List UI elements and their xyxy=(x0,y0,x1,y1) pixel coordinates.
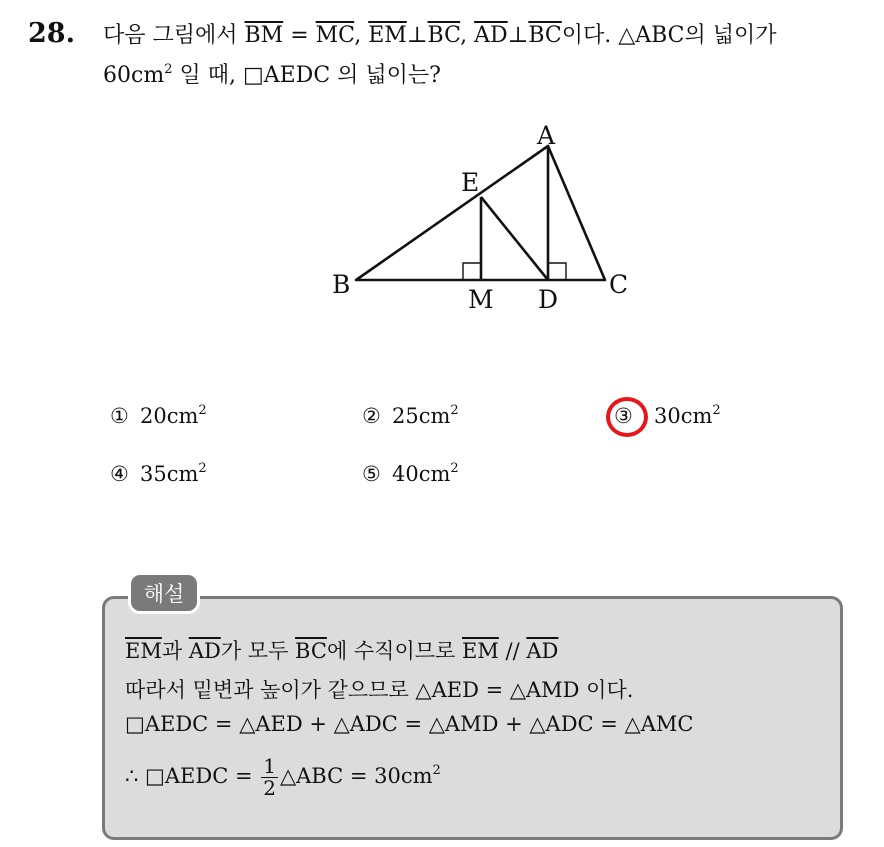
question-text: 다음 그림에서 xyxy=(103,23,245,48)
question-number: 28. xyxy=(28,18,75,49)
choice-1[interactable] xyxy=(110,404,207,428)
parallel-symbol: // xyxy=(498,639,527,663)
segment-ad: $\overline{AD}$ xyxy=(474,23,508,48)
right-angle-mark-d xyxy=(548,263,566,280)
segment-bc: $\overline{BC}$ xyxy=(427,23,461,48)
choice-number: ① xyxy=(110,404,129,428)
label-b: B xyxy=(332,270,351,299)
segment-ed-line xyxy=(481,197,548,280)
comma: , xyxy=(460,23,475,48)
exponent: 2 xyxy=(198,403,207,418)
perp-symbol: ⊥ xyxy=(406,23,428,48)
segment-bm: $\overline{BM}$ xyxy=(244,23,284,48)
choice-number: ② xyxy=(362,404,381,428)
triangle-figure xyxy=(320,118,640,318)
answer-circle-mark xyxy=(606,397,648,437)
solution-text: △ABC = 30cm xyxy=(279,764,433,788)
label-e: E xyxy=(461,168,480,197)
segment-bc: $\overline{BC}$ xyxy=(528,23,562,48)
label-m: M xyxy=(468,285,494,314)
question-text: 이다. △ABC의 넓이가 xyxy=(561,23,777,48)
choice-value: 20cm xyxy=(140,404,199,428)
choice-value: 35cm xyxy=(140,462,199,486)
segment-bc: $\overline{BC}$ xyxy=(295,639,327,663)
segment-em: $\overline{EM}$ xyxy=(368,23,407,48)
segment-mc: $\overline{MC}$ xyxy=(315,23,355,48)
fraction-one-half xyxy=(261,756,278,799)
exponent: 2 xyxy=(198,461,207,476)
solution-line-4 xyxy=(125,756,441,799)
choice-number: ⑤ xyxy=(362,462,381,486)
solution-tag: 해설 xyxy=(128,572,200,614)
label-d: D xyxy=(538,285,559,314)
exponent: 2 xyxy=(712,403,721,418)
comma: , xyxy=(354,23,369,48)
exponent: 2 xyxy=(432,763,441,778)
choice-value: 40cm xyxy=(392,462,451,486)
exponent: 2 xyxy=(450,403,459,418)
equals-sign: = xyxy=(283,23,316,48)
solution-text: 과 xyxy=(161,639,189,663)
fraction-denominator: 2 xyxy=(263,776,276,800)
segment-ad: $\overline{AD}$ xyxy=(188,639,221,663)
choice-number: ④ xyxy=(110,462,129,486)
choice-2[interactable] xyxy=(362,404,459,428)
choice-number: ③ xyxy=(614,404,633,428)
solution-line-2: 따라서 밑변과 높이가 같으므로 △AED = △AMD 이다. xyxy=(125,678,634,702)
solution-text: 가 모두 xyxy=(220,639,296,663)
solution-line-1 xyxy=(125,635,558,665)
segment-ad: $\overline{AD}$ xyxy=(526,639,559,663)
exponent: 2 xyxy=(450,461,459,476)
solution-text: 에 수직이므로 xyxy=(326,639,463,663)
question-line-2 xyxy=(103,58,441,89)
question-line-1 xyxy=(103,18,777,49)
choice-value: 30cm xyxy=(654,404,713,428)
solution-line-3: □AEDC = △AED + △ADC = △AMD + △ADC = △AMC xyxy=(125,712,694,736)
fraction-numerator: 1 xyxy=(263,754,276,778)
question-text: 일 때, □AEDC 의 넓이는? xyxy=(172,63,441,88)
perp-symbol: ⊥ xyxy=(507,23,529,48)
choice-value: 25cm xyxy=(392,404,451,428)
choice-4[interactable] xyxy=(110,462,207,486)
area-value: 60cm xyxy=(103,63,165,88)
segment-em: $\overline{EM}$ xyxy=(125,639,162,663)
label-c: C xyxy=(609,270,629,299)
label-a: A xyxy=(537,121,556,150)
segment-em: $\overline{EM}$ xyxy=(462,639,499,663)
right-angle-mark-m xyxy=(463,263,481,280)
choice-5[interactable] xyxy=(362,462,459,486)
solution-text: ∴ □AEDC = xyxy=(125,764,260,788)
exponent: 2 xyxy=(164,62,173,77)
